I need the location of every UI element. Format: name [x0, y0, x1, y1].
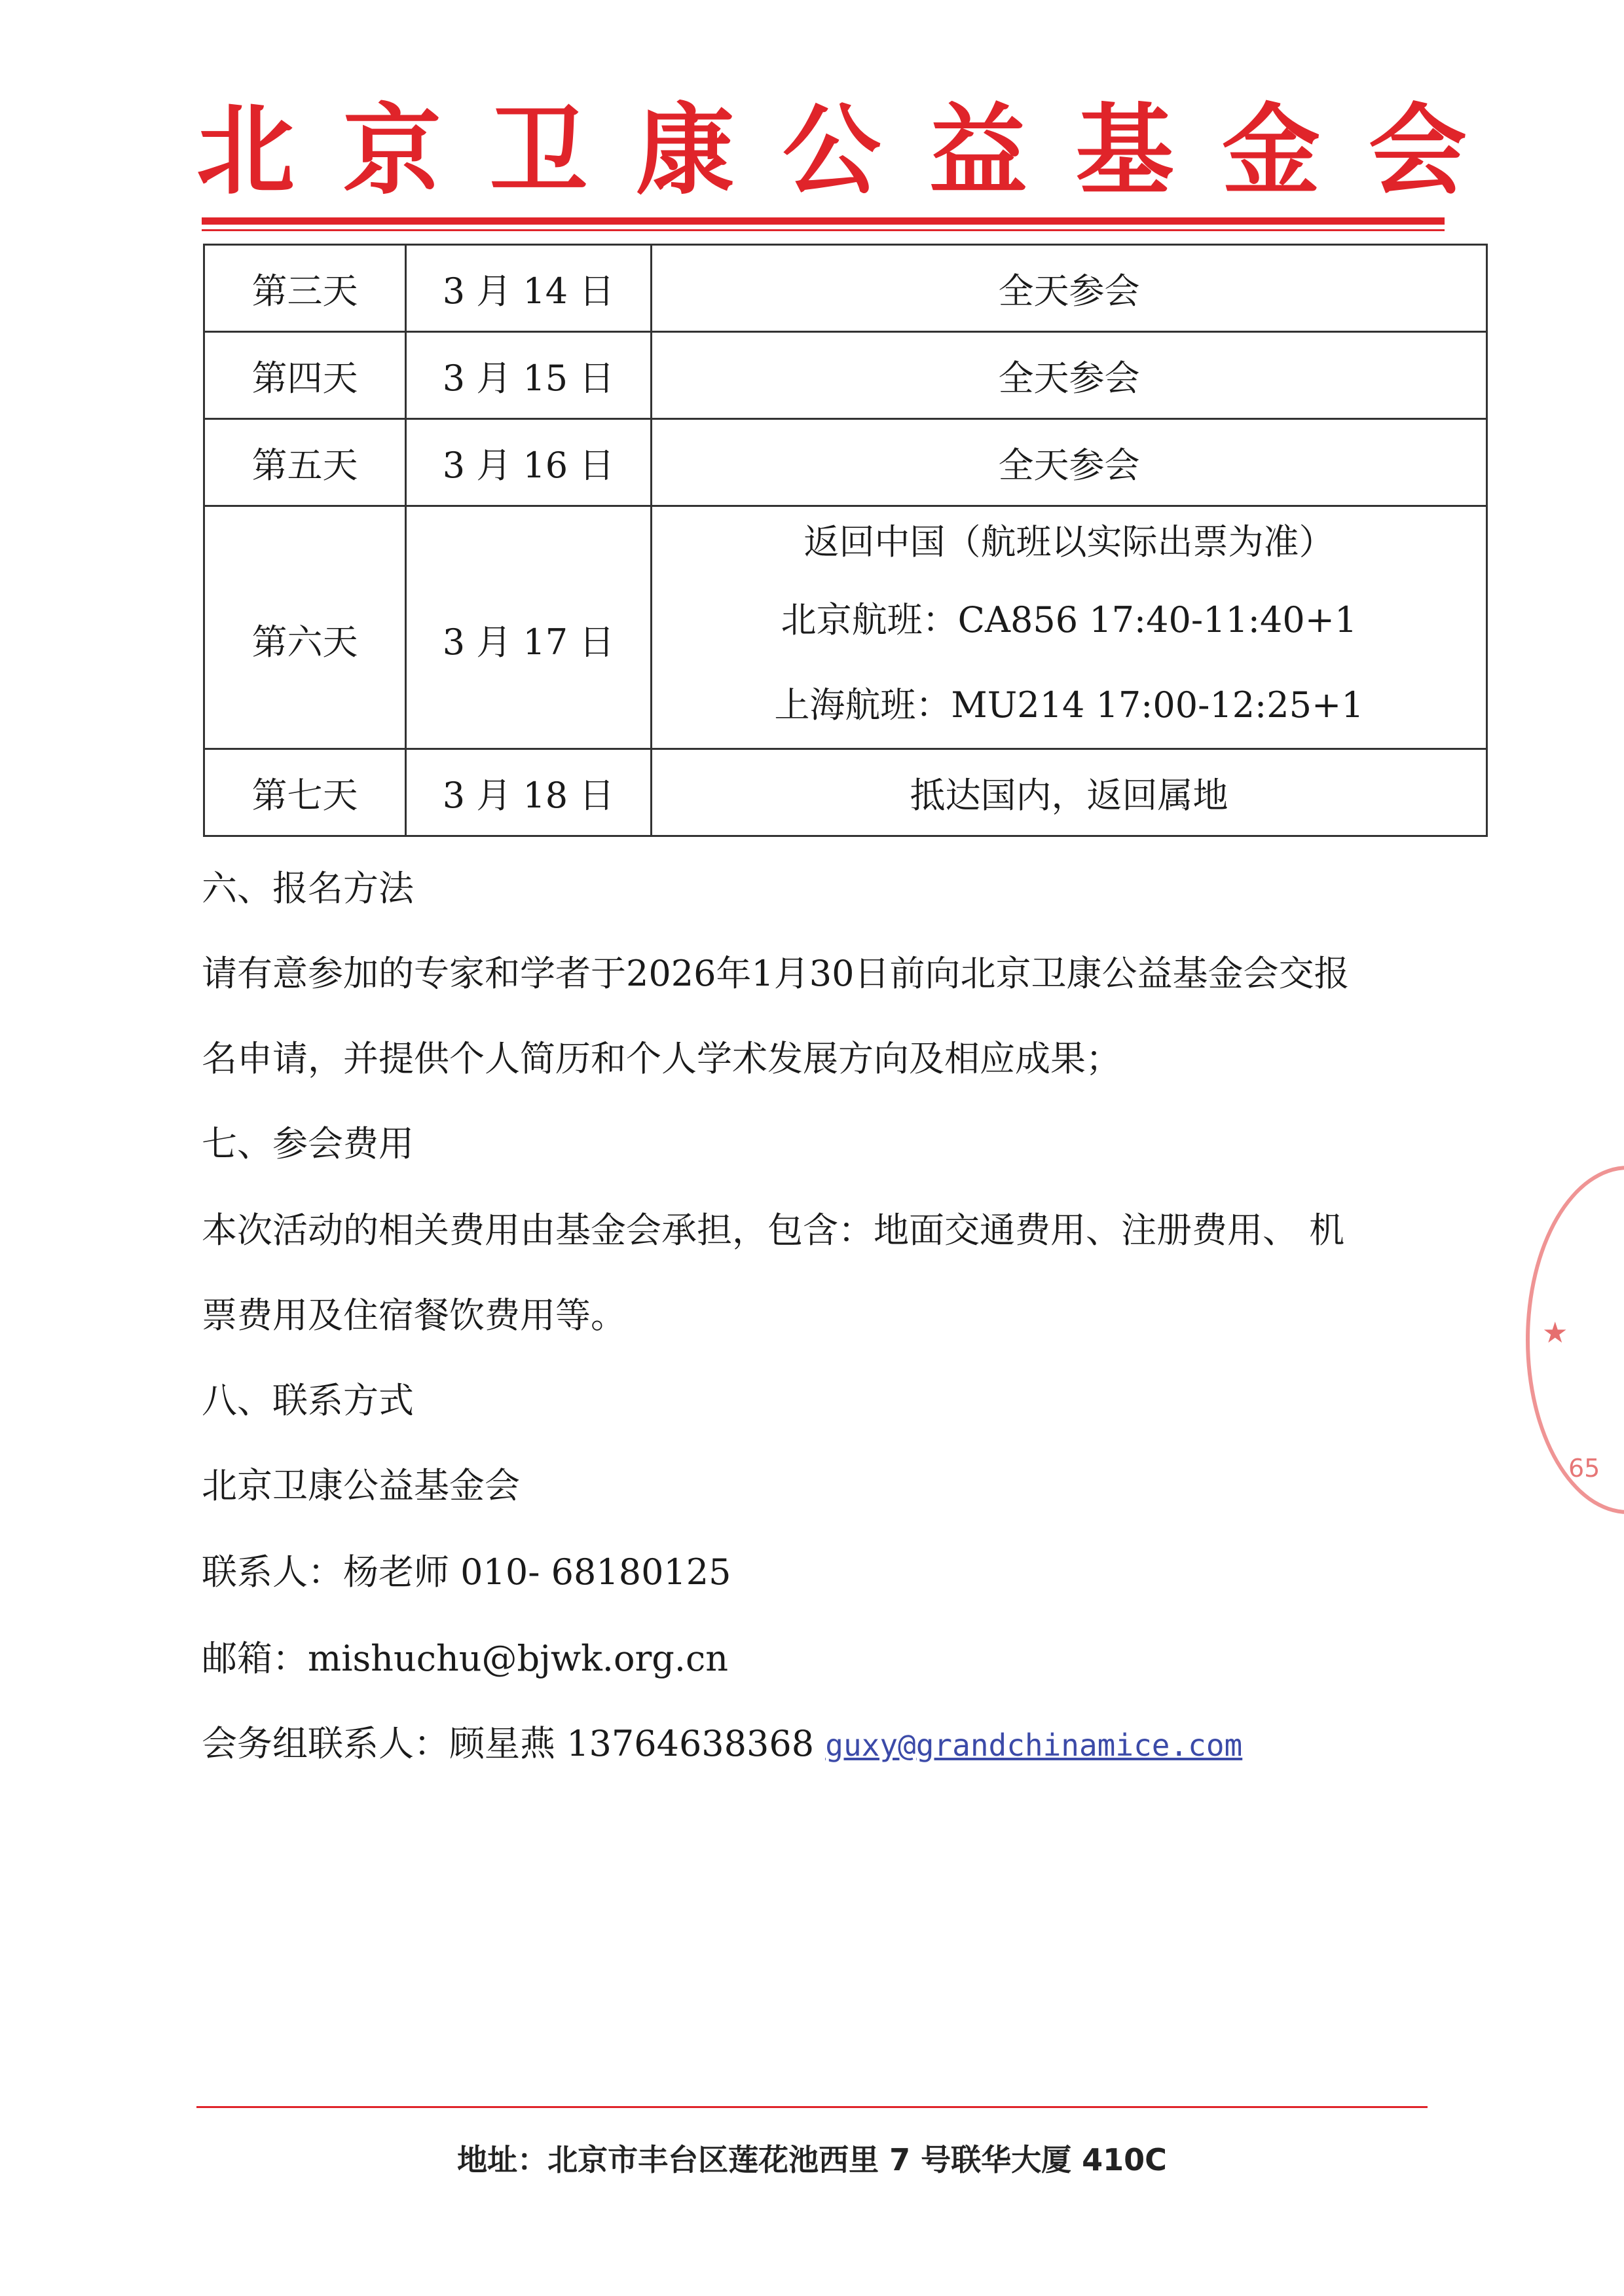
- activity-line: 北京航班：CA856 17:40-11:40+1: [781, 599, 1357, 640]
- letterhead-char: 公: [782, 93, 881, 208]
- contact-email: 邮箱：mishuchu@bjwk.org.cn: [202, 1638, 729, 1679]
- letterhead-char: 基: [1075, 93, 1174, 208]
- contact-org: 北京卫康公益基金会: [202, 1465, 520, 1506]
- day-cell: 第三天: [204, 245, 406, 332]
- letterhead-char: 北: [196, 93, 295, 208]
- registration-heading: 六、报名方法: [202, 868, 414, 909]
- fee-heading: 七、参会费用: [202, 1123, 414, 1164]
- activity-line: 返回中国（航班以实际出票为准）: [803, 521, 1335, 563]
- conference-contact-label: 会务组联系人：顾星燕 13764638368: [202, 1723, 815, 1764]
- letterhead-title: [196, 85, 1467, 216]
- seal-text-fragment: 65: [1568, 1454, 1600, 1483]
- activity-cell: [652, 506, 1487, 749]
- table-row: [204, 419, 1487, 506]
- fee-text: 票费用及住宿餐饮费用等。: [202, 1295, 626, 1336]
- table-row: [204, 749, 1487, 836]
- schedule-table: [203, 244, 1488, 837]
- date-cell: 3 月 16 日: [406, 419, 652, 506]
- letterhead-char: 康: [636, 93, 735, 208]
- letterhead-char: 京: [342, 93, 441, 208]
- letterhead-char: 金: [1222, 93, 1321, 208]
- letterhead-char: 会: [1368, 93, 1467, 208]
- fee-text: 本次活动的相关费用由基金会承担，包含：地面交通费用、注册费用、 机: [202, 1210, 1345, 1251]
- day-cell: 第六天: [204, 506, 406, 749]
- table-row: [204, 506, 1487, 749]
- conference-email-link[interactable]: guxy@grandchinamice.com: [825, 1728, 1243, 1763]
- date-cell: 3 月 17 日: [406, 506, 652, 749]
- date-cell: 3 月 15 日: [406, 332, 652, 419]
- letterhead-char: 益: [929, 93, 1027, 208]
- table-row: [204, 245, 1487, 332]
- letterhead-char: 卫: [489, 93, 588, 208]
- activity-line: 上海航班：MU214 17:00-12:25+1: [774, 684, 1364, 726]
- contact-person: 联系人：杨老师 010- 68180125: [202, 1551, 731, 1593]
- registration-text: 请有意参加的专家和学者于2026年1月30日前向北京卫康公益基金会交报: [202, 953, 1350, 994]
- registration-text: 名申请，并提供个人简历和个人学术发展方向及相应成果；: [202, 1038, 1121, 1079]
- letterhead-divider-thick: [202, 217, 1445, 225]
- activity-cell: 抵达国内，返回属地: [652, 749, 1487, 836]
- day-cell: 第五天: [204, 419, 406, 506]
- contact-heading: 八、联系方式: [202, 1380, 414, 1421]
- activity-cell: 全天参会: [652, 245, 1487, 332]
- conference-contact: [202, 1723, 1243, 1764]
- date-cell: 3 月 14 日: [406, 245, 652, 332]
- activity-cell: 全天参会: [652, 419, 1487, 506]
- letterhead-divider-thin: [202, 229, 1445, 231]
- day-cell: 第七天: [204, 749, 406, 836]
- table-row: [204, 332, 1487, 419]
- date-cell: 3 月 18 日: [406, 749, 652, 836]
- footer-address: 地址：北京市丰台区莲花池西里 7 号联华大厦 410C: [457, 2142, 1167, 2177]
- day-cell: 第四天: [204, 332, 406, 419]
- footer-divider: [196, 2106, 1428, 2108]
- activity-cell: 全天参会: [652, 332, 1487, 419]
- seal-star-icon: ★: [1542, 1316, 1568, 1350]
